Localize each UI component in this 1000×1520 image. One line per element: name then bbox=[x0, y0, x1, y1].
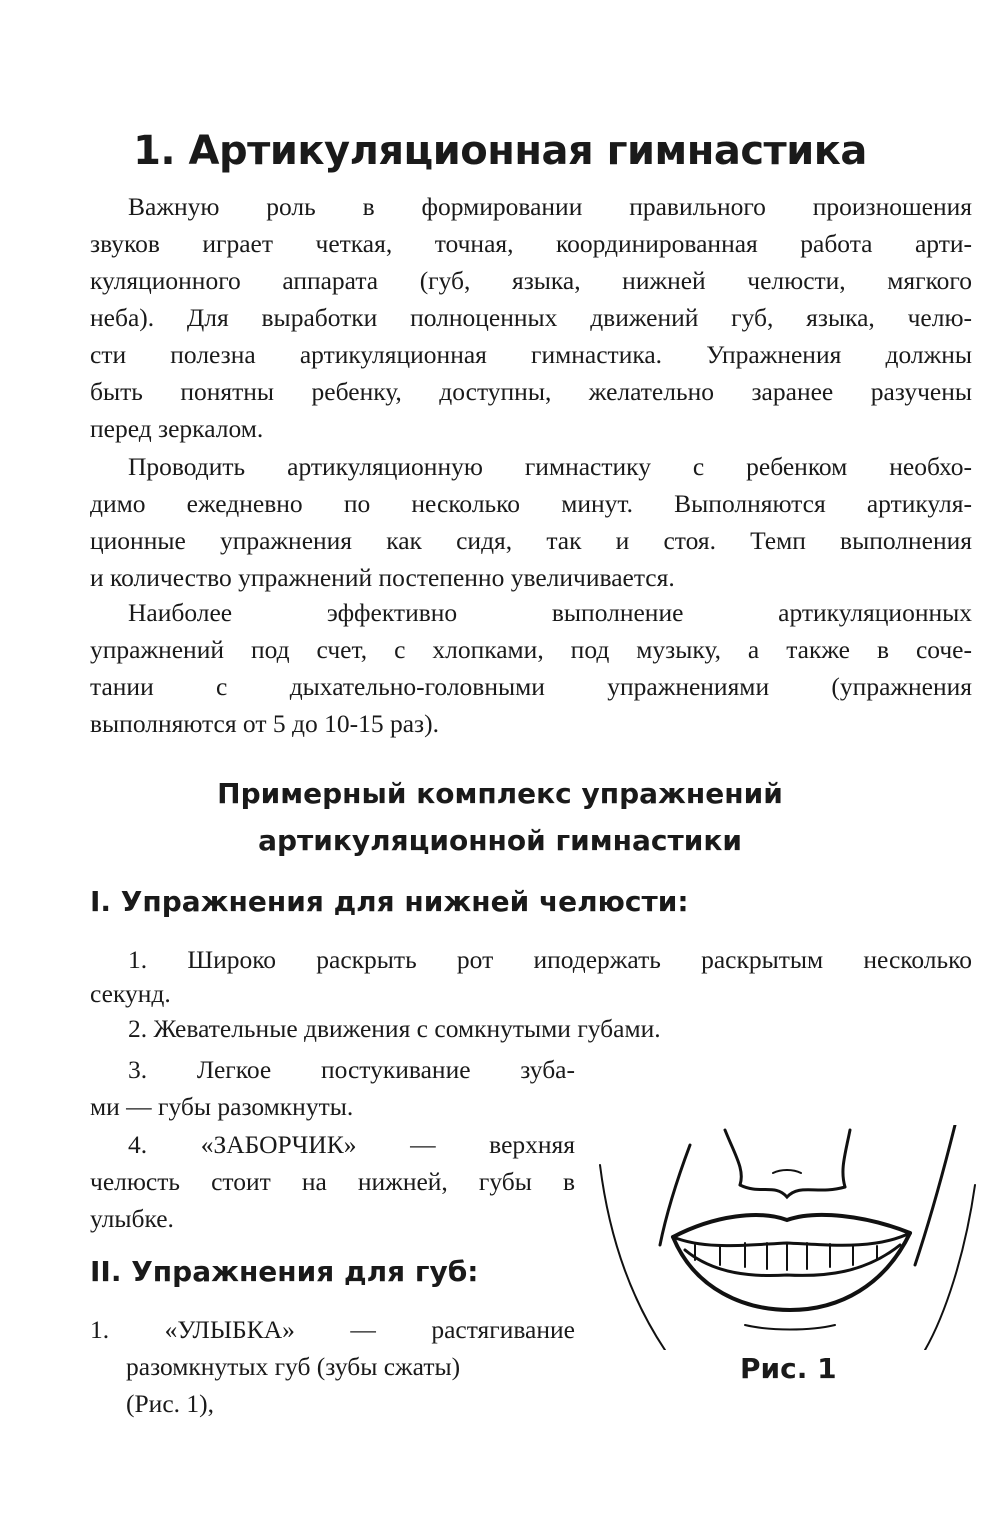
text-line: 1. «УЛЫБКА» — растягивание bbox=[90, 1315, 575, 1344]
text-line: ми — губы разомкнуты. bbox=[90, 1092, 354, 1121]
page-title: 1. Артикуляционная гимнастика bbox=[133, 128, 867, 174]
intro-paragraph-2 bbox=[90, 448, 972, 596]
text-line: челюсть стоит на нижней, губы в bbox=[90, 1167, 575, 1196]
text-line: секунд. bbox=[90, 979, 171, 1008]
smiling-lips-illustration bbox=[595, 1125, 980, 1350]
text-line: улыбке. bbox=[90, 1204, 174, 1233]
text-line: димо ежедневно по несколько минут. Выполняются артикуля- bbox=[90, 489, 972, 518]
exercise-1-4 bbox=[90, 1126, 575, 1237]
complex-heading bbox=[0, 770, 1000, 864]
text-line: выполняются от 5 до 10-15 раз). bbox=[90, 709, 439, 738]
text-line: Важную роль в формировании правильного произношения bbox=[128, 192, 972, 221]
text-line: упражнений под счет, с хлопками, под музыку, а также в соче- bbox=[90, 635, 972, 664]
heading-line: артикуляционной гимнастики bbox=[258, 824, 742, 857]
text-line: звуков играет четкая, точная, координированная работа арти- bbox=[90, 229, 972, 258]
figure-caption: Рис. 1 bbox=[740, 1352, 837, 1385]
text-line: сти полезна артикуляционная гимнастика. Упражнения должны bbox=[90, 340, 972, 369]
text-line: куляционного аппарата (губ, языка, нижней челюсти, мягкого bbox=[90, 266, 972, 295]
text-line: Наиболее эффективно выполнение артикуляционных bbox=[128, 598, 972, 627]
text-line: тании с дыхательно-головными упражнениями (упражнения bbox=[90, 672, 972, 701]
text-line: и количество упражнений постепенно увеличивается. bbox=[90, 563, 675, 592]
intro-paragraph-1 bbox=[90, 188, 972, 447]
intro-paragraph-3 bbox=[90, 594, 972, 742]
exercise-1-2: 2. Жевательные движения с сомкнутыми губами. bbox=[128, 1014, 661, 1043]
exercise-1-3 bbox=[90, 1051, 575, 1125]
text-line: Проводить артикуляционную гимнастику с ребенком необхо- bbox=[128, 452, 972, 481]
text-line: быть понятны ребенку, доступны, желательно заранее разучены bbox=[90, 377, 972, 406]
heading-line: Примерный комплекс упражнений bbox=[217, 777, 783, 810]
text-line: 4. «ЗАБОРЧИК» — верхняя bbox=[128, 1130, 575, 1159]
text-line: 1. Широко раскрыть рот иподержать раскрытым несколько bbox=[128, 945, 972, 974]
section-1-heading: I. Упражнения для нижней челюсти: bbox=[90, 885, 689, 918]
text-line: (Рис. 1), bbox=[126, 1389, 215, 1418]
section-2-heading: II. Упражнения для губ: bbox=[90, 1255, 479, 1288]
exercise-2-1 bbox=[90, 1311, 575, 1422]
text-line: разомкнутых губ (зубы сжаты) bbox=[126, 1352, 461, 1381]
text-line: 3. Легкое постукивание зуба- bbox=[128, 1055, 575, 1084]
exercise-1-1 bbox=[90, 941, 972, 1047]
text-line: ционные упражнения как сидя, так и стоя. Темп выполнения bbox=[90, 526, 972, 555]
text-line: неба). Для выработки полноценных движений губ, языка, челю- bbox=[90, 303, 972, 332]
text-line: перед зеркалом. bbox=[90, 414, 264, 443]
